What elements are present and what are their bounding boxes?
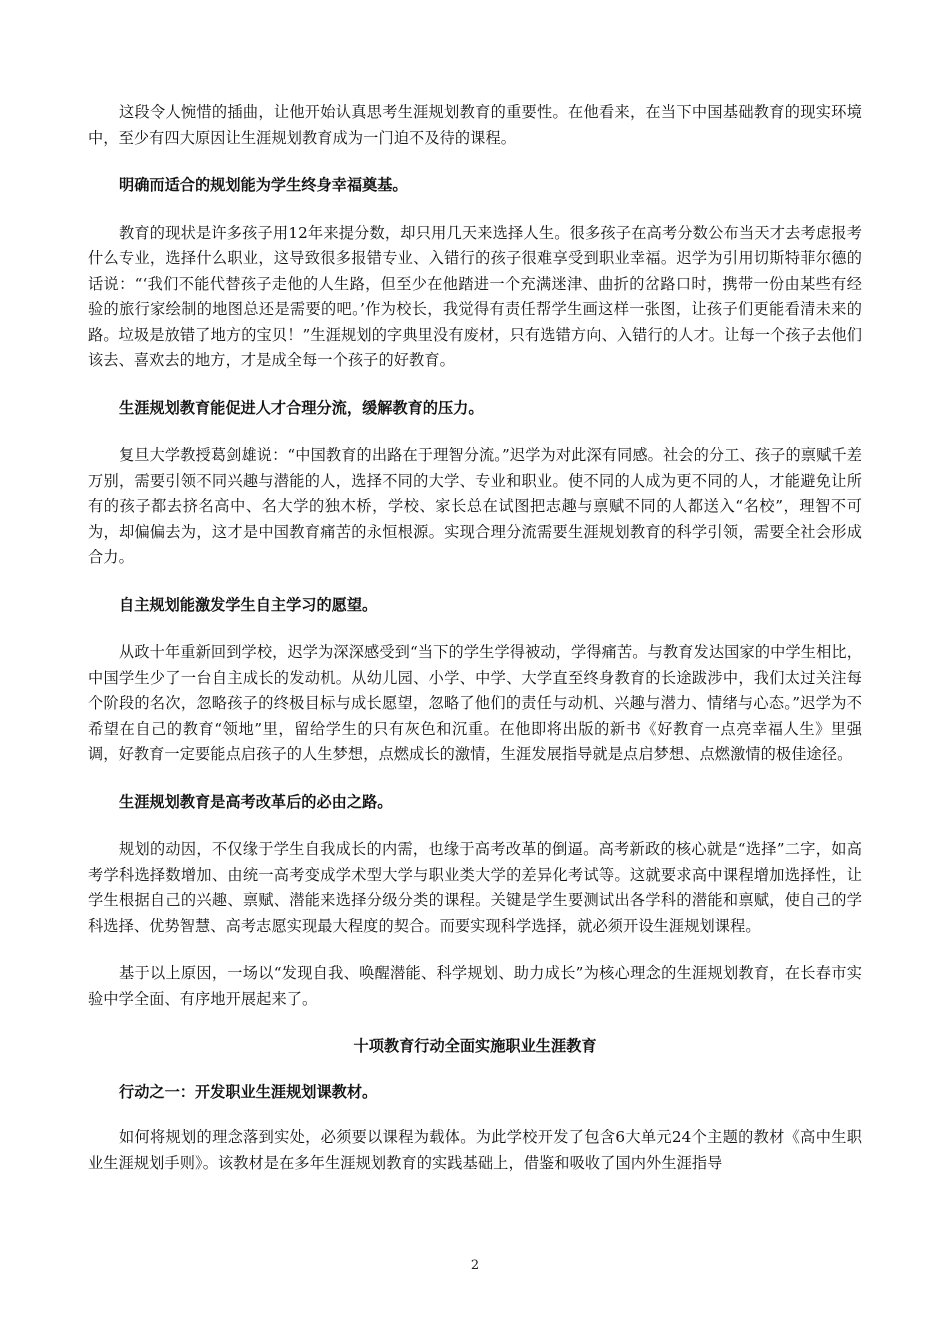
section-title: 十项教育行动全面实施职业生涯教育 bbox=[353, 1037, 597, 1055]
page-number: 2 bbox=[470, 1258, 480, 1273]
section-subheading: 生涯规划教育能促进人才合理分流，缓解教育的压力。 bbox=[119, 398, 484, 417]
section-subheading: 生涯规划教育是高考改革后的必由之路。 bbox=[119, 792, 393, 811]
paragraph: 规划的动因，不仅缘于学生自我成长的内需，也缘于高考改革的倒逼。高考新政的核心就是“选择”二字，如高考学科选择数增加、由统一高考变成学术型大学与职业类大学的差异化考试等。这就要求高中课程增加选择性，让学生根据自己的兴趣、禀赋、潜能来选择分级分类的课程。关键是学生要测试出各学科的潜能和禀赋，使自己的学科选择、优势智慧、高考志愿实现最大程度的契合。而要实现科学选择，就必须开设生涯规划课程。 bbox=[88, 840, 862, 935]
paragraph: 如何将规划的理念落到实处，必须要以课程为载体。为此学校开发了包含6大单元24个主题的教材《高中生职业生涯规划手则》。该教材是在多年生涯规划教育的实践基础上，借鉴和吸收了国内外生涯指导 bbox=[88, 1128, 862, 1172]
paragraph-block bbox=[88, 100, 862, 151]
paragraph: 这段令人惋惜的插曲，让他开始认真思考生涯规划教育的重要性。在他看来，在当下中国基础教育的现实环境中，至少有四大原因让生涯规划教育成为一门迫不及待的课程。 bbox=[88, 103, 862, 147]
section-subheading: 自主规划能激发学生自主学习的愿望。 bbox=[119, 595, 378, 614]
document-body bbox=[88, 88, 862, 1176]
paragraph: 基于以上原因，一场以“发现自我、唤醒潜能、科学规划、助力成长”为核心理念的生涯规划教育，在长春市实验中学全面、有序地开展起来了。 bbox=[88, 964, 862, 1008]
paragraph: 复旦大学教授葛剑雄说：“中国教育的出路在于理智分流。”迟学为对此深有同感。社会的分工、孩子的禀赋千差万别，需要引领不同兴趣与潜能的人，选择不同的大学、专业和职业。使不同的人成为更不同的人，才能避免让所有的孩子都去挤名高中、名大学的独木桥，学校、家长总在试图把志趣与禀赋不同的人都送入“名校”，理智不可为，却偏偏去为，这才是中国教育痛苦的永恒根源。实现合理分流需要生涯规划教育的科学引领，需要全社会形成合力。 bbox=[88, 446, 862, 566]
section-subheading: 明确而适合的规划能为学生终身幸福奠基。 bbox=[119, 176, 408, 194]
section-subheading: 行动之一：开发职业生涯规划课教材。 bbox=[119, 1082, 378, 1101]
paragraph: 教育的现状是许多孩子用12年来提分数，却只用几天来选择人生。很多孩子在高考分数公布当天才去考虑报考什么专业，选择什么职业，这导致很多报错专业、入错行的孩子很难享受到职业幸福。迟学为引用切斯特菲尔德的话说：“‘我们不能代替孩子走他的人生路，但至少在他踏进一个充满迷津、曲折的岔路口时，携带一份由某些有经验的旅行家绘制的地图总还是需要的吧。’作为校长，我觉得有责任帮学生画这样一张图，让孩子们更能看清未来的路。垃圾是放错了地方的宝贝！”生涯规划的字典里没有废材，只有选错方向、入错行的人才。让每一个孩子去他们该去、喜欢去的地方，才是成全每一个孩子的好教育。 bbox=[88, 223, 862, 369]
paragraph: 从政十年重新回到学校，迟学为深深感受到“当下的学生学得被动，学得痛苦。与教育发达国家的中学生相比，中国学生少了一台自主成长的发动机。从幼儿园、小学、中学、大学直至终身教育的长途跋涉中，我们太过关注每个阶段的名次，忽略孩子的终极目标与成长愿望，忽略了他们的责任与动机、兴趣与潜力、情绪与心态。”迟学为不希望在自己的教育“领地”里，留给学生的只有灰色和沉重。在他即将出版的新书《好教育一点亮幸福人生》里强调，好教育一定要能点启孩子的人生梦想，点燃成长的激情，生涯发展指导就是点启梦想、点燃激情的极佳途径。 bbox=[88, 643, 862, 763]
